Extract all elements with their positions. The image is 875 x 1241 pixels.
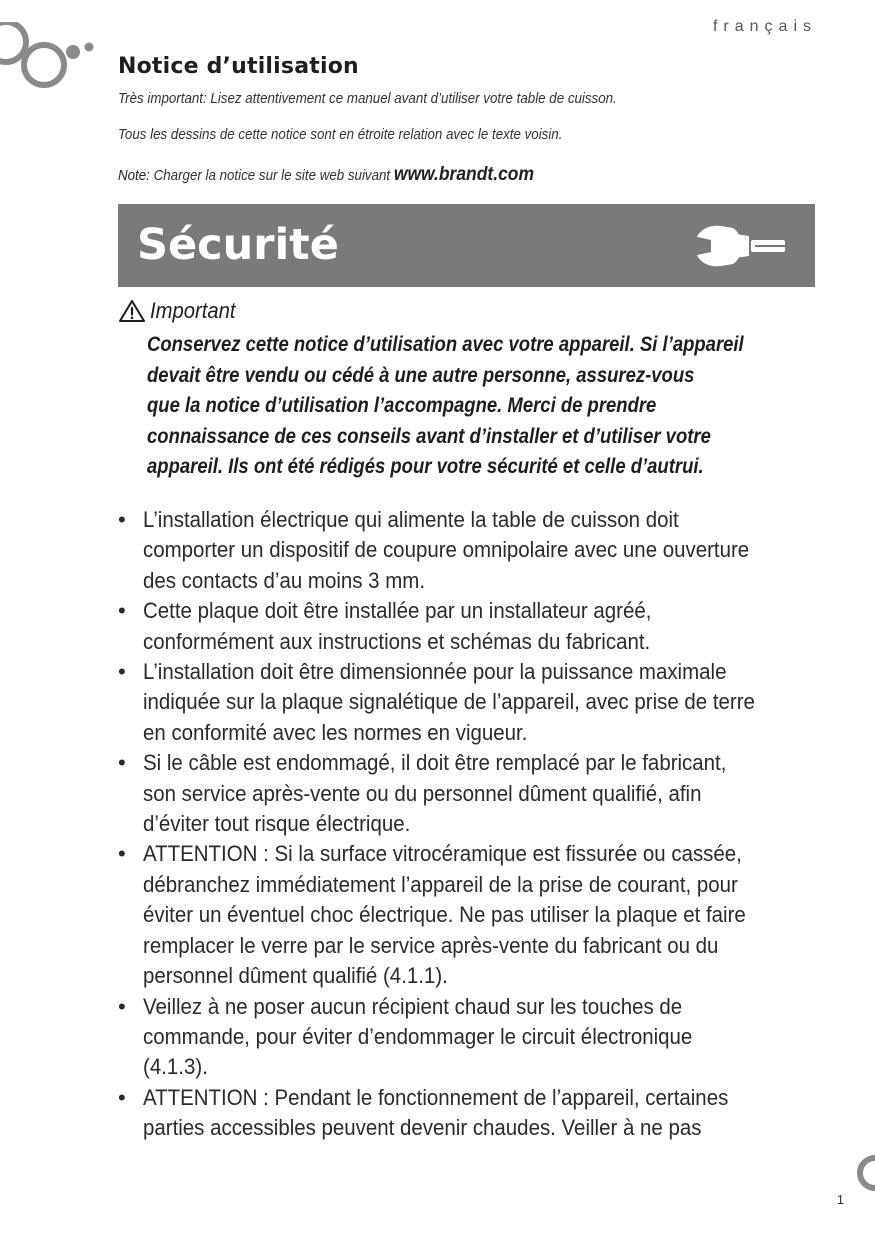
section-title: Sécurité: [137, 220, 339, 270]
page-title: Notice d’utilisation: [118, 54, 359, 79]
list-item: [118, 748, 858, 839]
list-item: [118, 596, 858, 657]
list-item-text: ATTENTION : Si la surface vitrocéramique est fissurée ou cassée, débranchez immédiatement l’appareil de la prise de courant, pour éviter un éventuel choc électrique. Ne pas utiliser la plaque et faire remplacer le verre par le service après-vente du fabricant ou du personnel dûment qualifié (4.1.1).: [143, 841, 746, 989]
intro-important-line: Très important: Lisez attentivement ce manuel avant d’utiliser votre table de cuisson.: [118, 91, 617, 107]
list-item-text: L’installation doit être dimensionnée pour la puissance maximale indiquée sur la plaque signalétique de l’appareil, avec prise de terre en conformité avec les normes en vigueur.: [143, 659, 755, 745]
list-item-text: Si le câble est endommagé, il doit être remplacé par le fabricant, son service après-vente ou du personnel dûment qualifié, afin d’éviter tout risque électrique.: [143, 750, 727, 837]
bullet-symbol: •: [118, 750, 126, 776]
warning-icon: [118, 299, 146, 323]
list-item-text: Cette plaque doit être installée par un installateur agréé, conformément aux instructions et schémas du fabricant.: [143, 598, 652, 654]
intro-note-line: [118, 164, 534, 186]
wrench-icon: [693, 224, 789, 268]
list-item-text: Veillez à ne poser aucun récipient chaud sur les touches de commande, pour éviter d’endommager le circuit électronique (4.1.3).: [143, 993, 693, 1080]
intro-drawings-line: Tous les dessins de cette notice sont en étroite relation avec le texte voisin.: [118, 127, 563, 143]
bullet-symbol: •: [118, 1084, 126, 1110]
bullet-symbol: •: [118, 841, 126, 867]
corner-circle-icon: [845, 1153, 875, 1193]
list-item: [118, 839, 858, 991]
bullet-symbol: •: [118, 993, 126, 1019]
section-banner: [118, 204, 815, 287]
important-heading: [118, 298, 243, 324]
note-text: Charger la notice sur le site web suivant: [149, 168, 394, 184]
list-item: [118, 657, 858, 748]
page-number: 1: [836, 1192, 844, 1207]
note-label: Note:: [118, 168, 150, 184]
bullet-symbol: •: [118, 507, 126, 532]
language-label: français: [712, 18, 817, 35]
safety-list: [118, 505, 858, 1144]
important-label: Important: [150, 298, 236, 323]
bullet-symbol: •: [118, 598, 126, 624]
list-item: [118, 505, 858, 596]
list-item: [118, 992, 858, 1083]
important-notice: Conservez cette notice d’utilisation avec votre appareil. Si l’appareil devait être vendu ou cédé à une autre personne, assurez-vous que la notice d’utilisation l’accompagne. Merci de prendre connaissance de ces conseils avant d’installer et d’utiliser votre appareil. Ils ont été rédigés pour votre sécurité et celle d’autrui.: [147, 333, 744, 478]
website-link[interactable]: www.brandt.com: [393, 164, 535, 185]
list-item: [118, 1083, 858, 1144]
list-item-text: ATTENTION : Pendant le fonctionnement de l’appareil, certaines parties accessibles peuvent devenir chaudes. Veiller à ne pas: [143, 1084, 729, 1141]
bullet-symbol: •: [118, 659, 126, 685]
brand-circles-logo: [0, 22, 100, 94]
list-item-text: L’installation électrique qui alimente la table de cuisson doit comporter un dispositif de coupure omnipolaire avec une ouverture des contacts d’au moins 3 mm.: [143, 507, 750, 593]
